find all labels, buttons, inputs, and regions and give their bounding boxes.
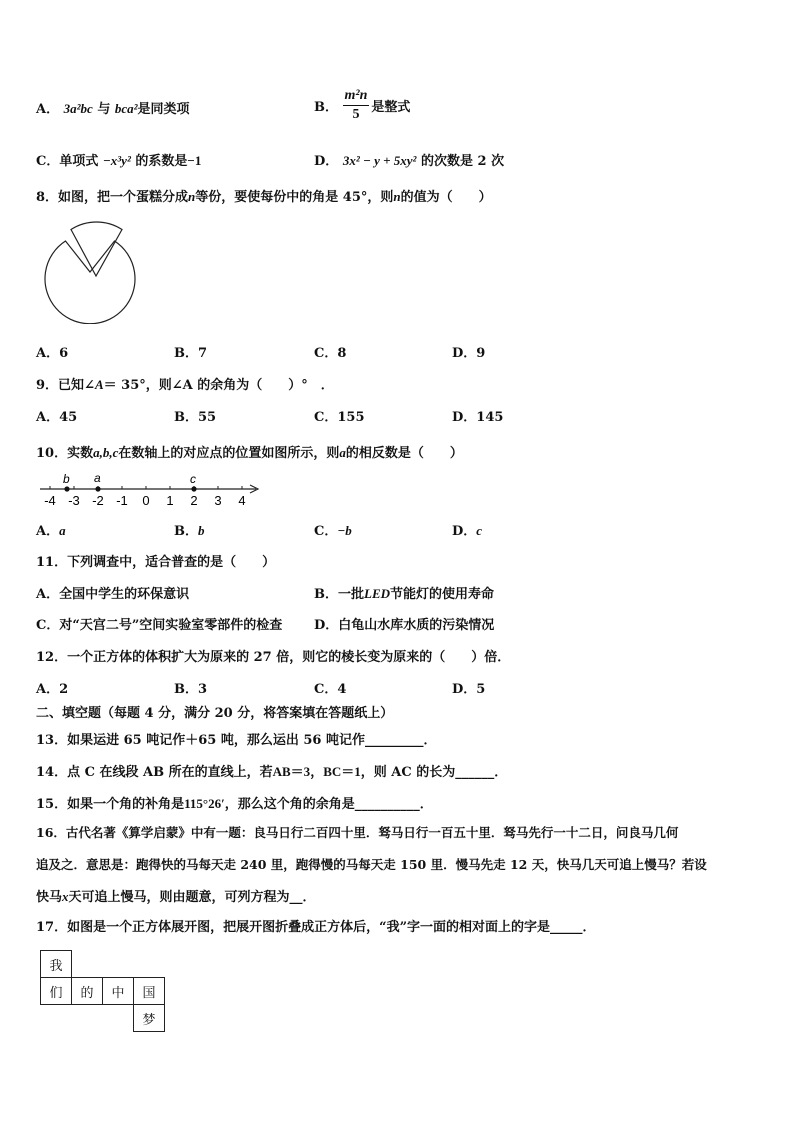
axis-tick-label: 2 xyxy=(190,493,198,508)
q17-stem: 17．如图是一个正方体展开图，把展开图折叠成正方体后，“我”字一面的相对面上的字是_____． xyxy=(36,920,596,935)
net-cell-bottom: 梦 xyxy=(134,1005,165,1032)
axis-tick-label: 1 xyxy=(166,493,174,508)
point-label-a: a xyxy=(94,471,101,485)
q9-option-a: A．45 xyxy=(36,410,78,425)
q16-line3: 快马x天可追上慢马，则由题意，可列方程为__． xyxy=(36,889,316,905)
q12-option-c: C．4 xyxy=(314,682,347,697)
q11-option-d: D．白龟山水库水质的污染情况 xyxy=(314,618,495,633)
axis-tick-label: -4 xyxy=(44,493,56,508)
q9-option-d: D．145 xyxy=(452,410,504,425)
net-cell-1: 们 xyxy=(41,978,72,1005)
q8-stem: 8．如图，把一个蛋糕分成n等份，要使每份中的角是 45°，则n的值为（ ） xyxy=(36,189,492,205)
q9-option-b: B．55 xyxy=(174,410,217,425)
net-cell-3: 中 xyxy=(103,978,134,1005)
q10-option-b: B．b xyxy=(174,523,205,539)
point-b xyxy=(64,486,69,491)
q9-stem: 9．已知∠A＝ 35°，则∠A 的余角为（ ）° ． xyxy=(36,377,334,393)
q10-option-a: A．a xyxy=(36,523,66,539)
cube-net xyxy=(40,950,165,1032)
q16-line1: 16．古代名著《算学启蒙》中有一题：良马日行二百四十里．驽马日行一百五十里．驽马先行一十二日，问良马几何 xyxy=(36,825,679,840)
q11-option-a: A．全国中学生的环保意识 xyxy=(36,587,190,602)
q7-option-c: C．单项式 −x³y² 的系数是−1 xyxy=(36,153,202,169)
q11-option-c: C．对“天宫二号”空间实验室零部件的检查 xyxy=(36,618,283,633)
q12-stem: 12．一个正方体的体积扩大为原来的 27 倍，则它的棱长变为原来的（ ）倍． xyxy=(36,650,511,665)
axis-tick-label: 4 xyxy=(238,493,246,508)
q12-option-b: B．3 xyxy=(174,682,208,697)
q16-line2: 追及之．意思是：跑得快的马每天走 240 里，跑得慢的马每天走 150 里．慢马先走 12 天，快马几天可追上慢马？若设 xyxy=(36,857,707,872)
section-heading: 二、填空题（每题 4 分，满分 20 分，将答案填在答题纸上） xyxy=(36,706,394,721)
axis-tick-label: -2 xyxy=(92,493,104,508)
q8-option-c: C．8 xyxy=(314,346,347,361)
q10-option-d: D．c xyxy=(452,523,483,539)
axis-tick-label: 0 xyxy=(142,493,150,508)
axis-tick-label: -3 xyxy=(68,493,80,508)
q11-option-b: B．一批LED节能灯的使用寿命 xyxy=(314,586,495,602)
axis-tick-label: -1 xyxy=(116,493,128,508)
q15: 15．如果一个角的补角是115°26′，那么这个角的余角是__________． xyxy=(36,796,433,812)
q10-stem: 10．实数a,b,c在数轴上的对应点的位置如图所示，则a的相反数是（ ） xyxy=(36,445,463,461)
q14: 14．点 C 在线段 AB 所在的直线上，若AB＝3，BC＝1，则 AC 的长为______． xyxy=(36,764,508,780)
q8-option-d: D．9 xyxy=(452,346,486,361)
q8-option-a: A．6 xyxy=(36,346,69,361)
q7-option-d: D． 3x² − y + 5xy² 的次数是 2 次 xyxy=(314,153,505,169)
point-label-c: c xyxy=(190,472,196,486)
q10-option-c: C．−b xyxy=(314,523,352,539)
q13: 13．如果运进 65 吨记作＋65 吨，那么运出 56 吨记作_________． xyxy=(36,733,437,748)
q7-option-a: A． 3a²bc 与 bca²是同类项 xyxy=(36,101,190,117)
net-cell-2: 的 xyxy=(72,978,103,1005)
number-line xyxy=(36,470,266,510)
q8-option-b: B．7 xyxy=(174,346,208,361)
net-cell-top: 我 xyxy=(41,951,72,978)
cake-figure xyxy=(40,216,140,324)
point-label-b: b xyxy=(63,472,70,486)
q11-stem: 11．下列调查中，适合普查的是（ ） xyxy=(36,555,276,570)
q9-option-c: C．155 xyxy=(314,410,365,425)
point-a xyxy=(95,486,100,491)
net-cell-4: 国 xyxy=(134,978,165,1005)
q12-option-a: A．2 xyxy=(36,682,69,697)
q12-option-d: D．5 xyxy=(452,682,486,697)
axis-tick-label: 3 xyxy=(214,493,222,508)
q7-option-b: B． $\frac{\text{m²n}}{5}$ 是整式 xyxy=(314,88,411,122)
point-c xyxy=(191,486,196,491)
